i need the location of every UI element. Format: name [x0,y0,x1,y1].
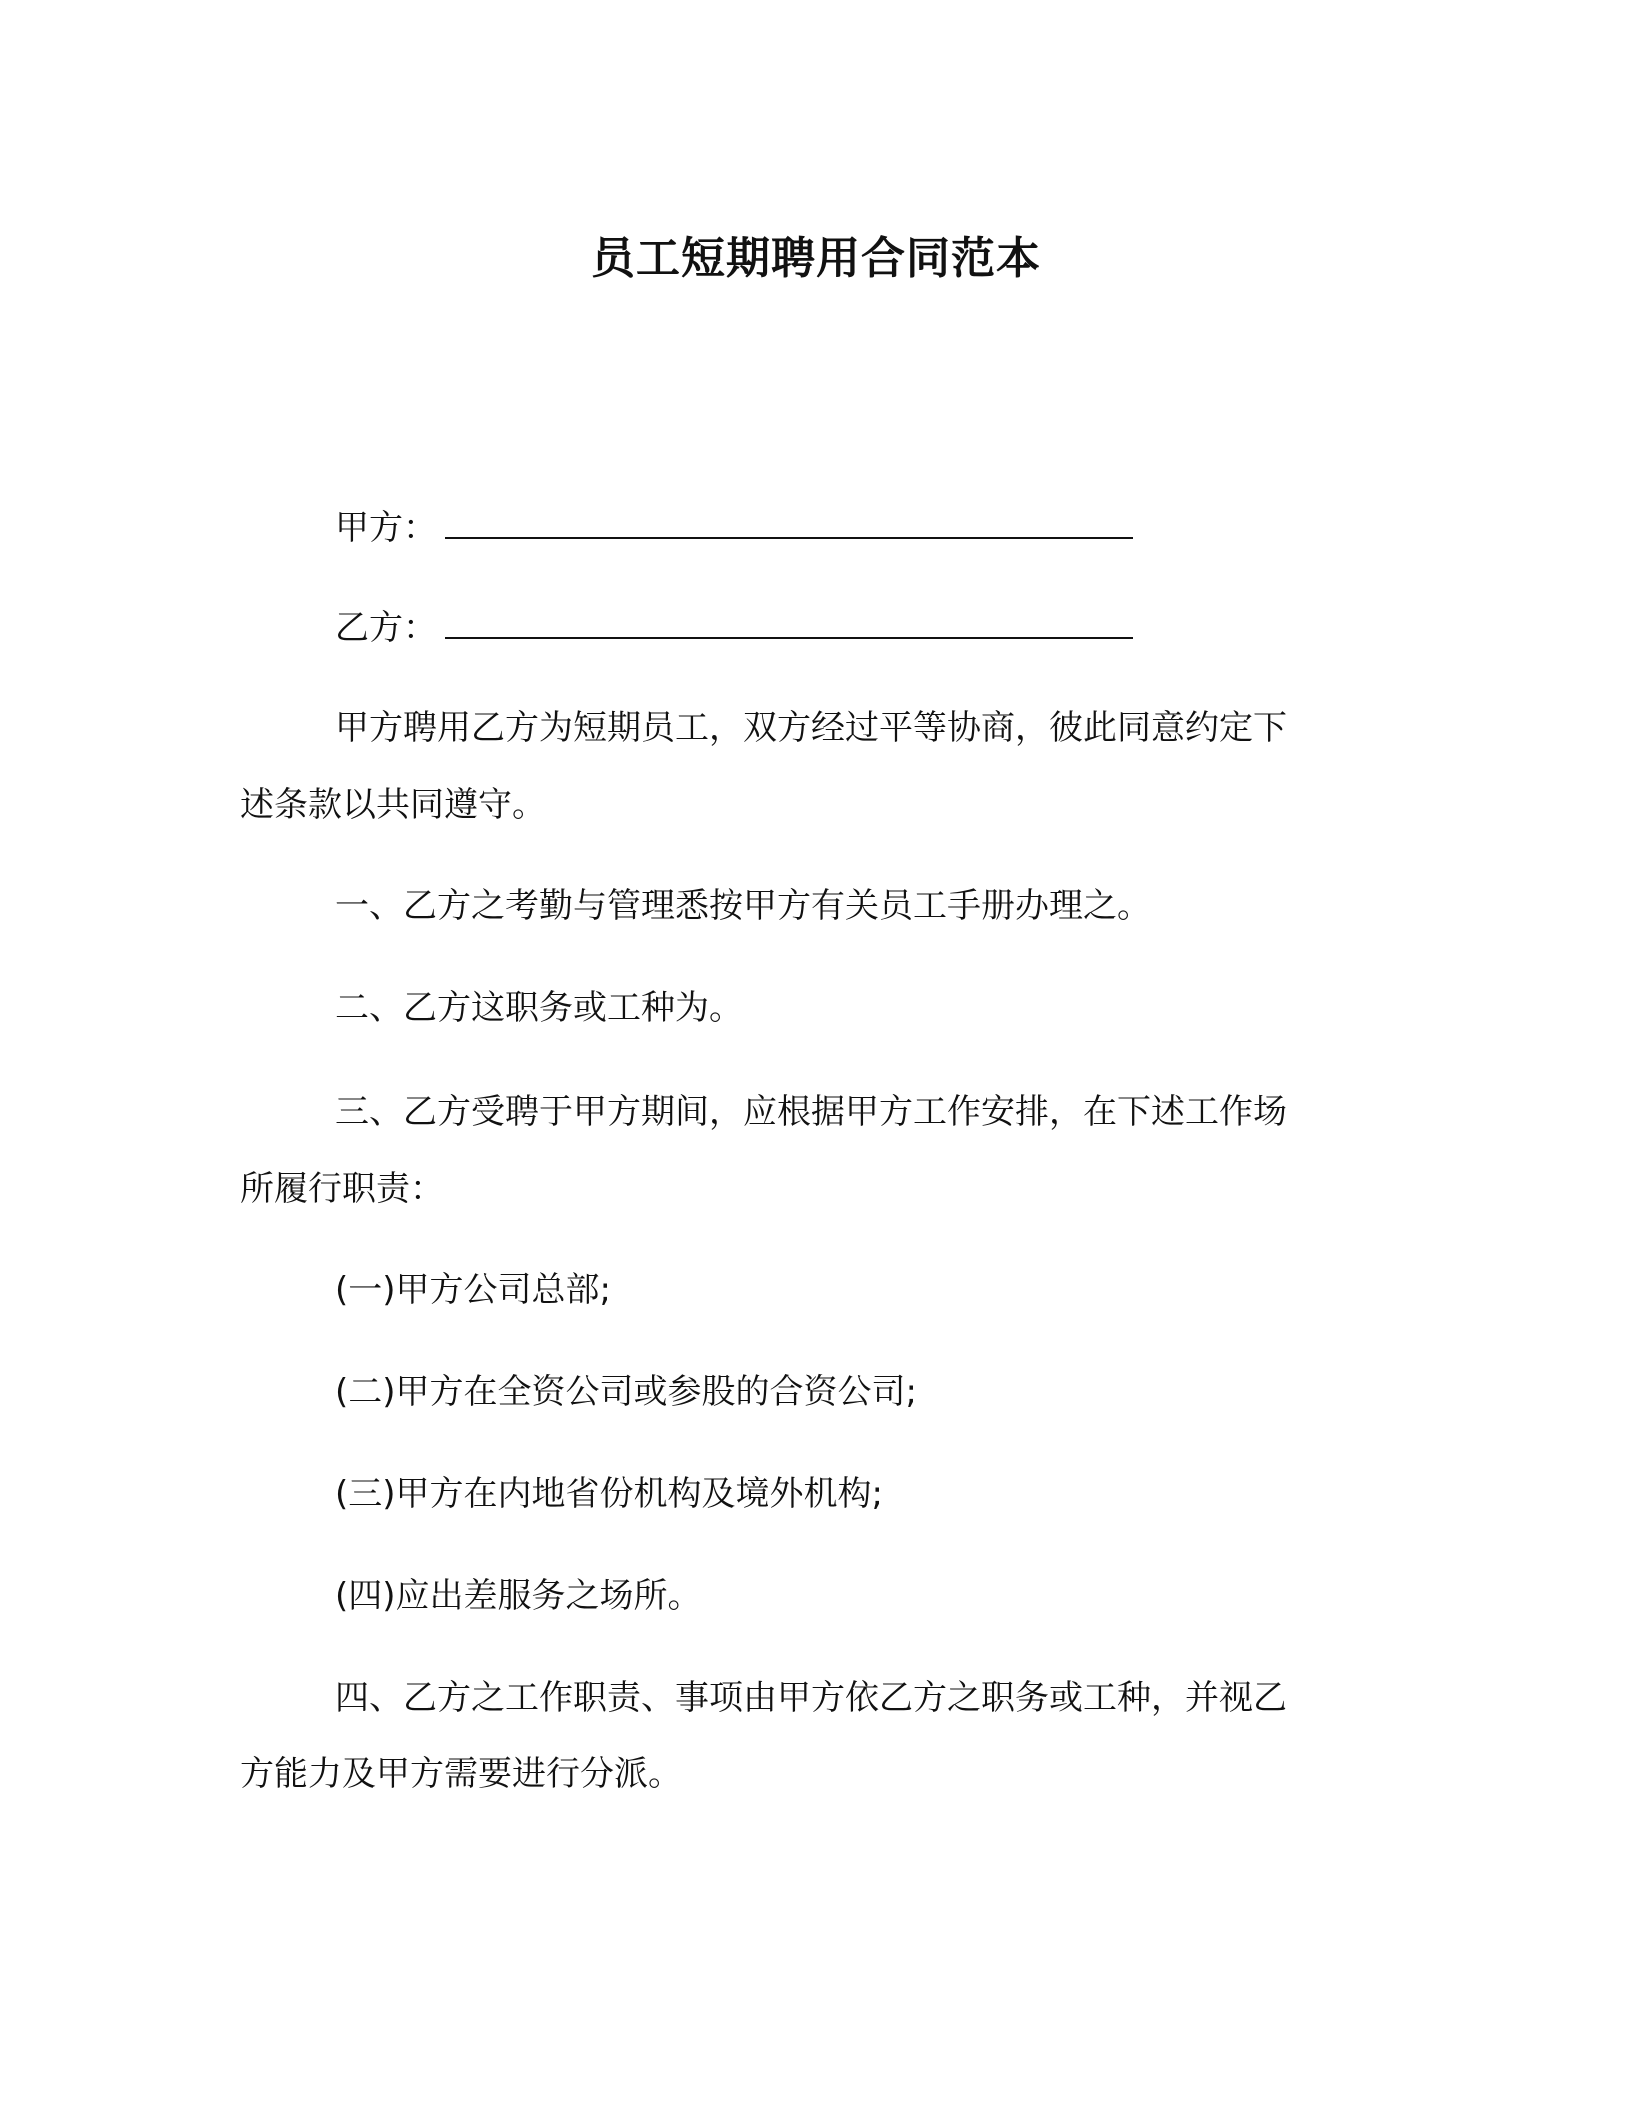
party-a-line [335,506,1133,550]
location-item: (三)甲方在内地省份机构及境外机构; [335,1474,883,1514]
clause-2: 二、乙方这职务或工种为。 [335,988,743,1028]
party-a-blank [445,507,1133,539]
clause-3-line-1: 三、乙方受聘于甲方期间，应根据甲方工作安排，在下述工作场 [335,1092,1287,1132]
party-b-blank [445,607,1133,639]
location-item: (二)甲方在全资公司或参股的合资公司; [335,1372,917,1412]
document-title: 员工短期聘用合同范本 [591,233,1041,284]
clause-4-line-2: 方能力及甲方需要进行分派。 [240,1754,682,1794]
location-item: (一)甲方公司总部; [335,1270,611,1310]
intro-line-1: 甲方聘用乙方为短期员工，双方经过平等协商，彼此同意约定下 [335,708,1287,748]
clause-1: 一、乙方之考勤与管理悉按甲方有关员工手册办理之。 [335,886,1151,926]
party-b-line [335,606,1133,650]
clause-4-line-1: 四、乙方之工作职责、事项由甲方依乙方之职务或工种，并视乙 [335,1678,1287,1718]
party-b-label: 乙方： [335,608,437,648]
location-item: (四)应出差服务之场所。 [335,1576,702,1616]
party-a-label: 甲方： [335,508,437,548]
intro-line-2: 述条款以共同遵守。 [240,785,546,825]
clause-3-line-2: 所履行职责： [240,1169,444,1209]
